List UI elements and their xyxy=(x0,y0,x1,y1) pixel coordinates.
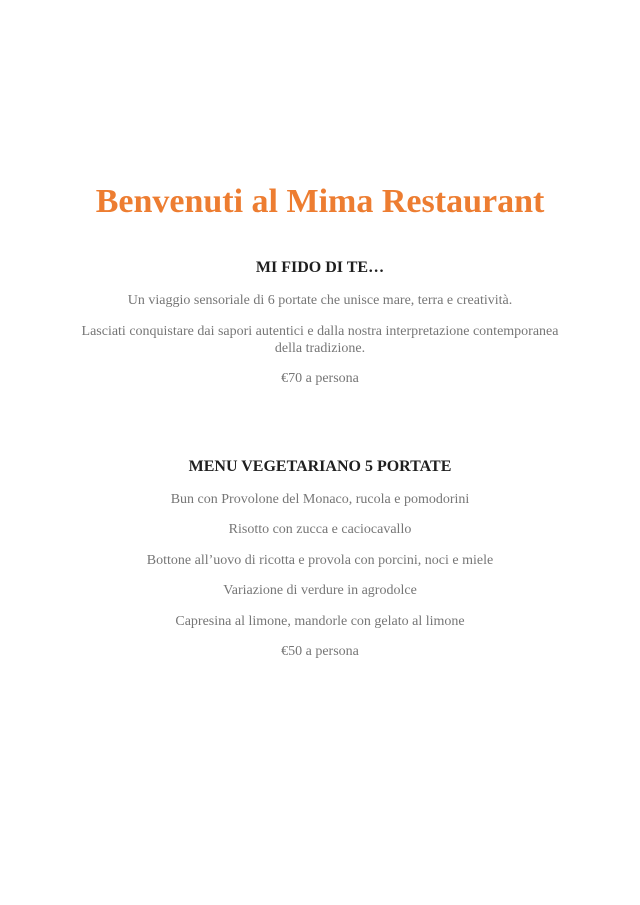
menu-section-mi-fido-di-te xyxy=(80,221,560,401)
menu-item-line: Bottone all’uovo di ricotta e provola con porcini, noci e miele xyxy=(146,552,494,568)
price-line: €70 a persona xyxy=(281,371,359,386)
menu-description-line: Un viaggio sensoriale di 6 portate che unisce mare, terra e creatività. xyxy=(127,293,513,308)
page-title: Benvenuti al Mima Restaurant xyxy=(95,183,545,220)
menu-item-line: Capresina al limone, mandorle con gelato al limone xyxy=(175,613,465,629)
menu-section-vegetariano xyxy=(80,401,560,674)
menu-content xyxy=(80,221,560,674)
menu-item-line: Risotto con zucca e caciocavallo xyxy=(228,522,412,537)
menu-item-line: Bun con Provolone del Monaco, rucola e pomodorini xyxy=(170,491,470,507)
menu-description-line: Lasciati conquistare dai sapori autentici e dalla nostra interpretazione contemporanea della tradizione. xyxy=(81,323,559,356)
section-heading: MI FIDO DI TE… xyxy=(255,259,385,276)
price-line: €50 a persona xyxy=(281,644,359,659)
section-heading: MENU VEGETARIANO 5 PORTATE xyxy=(188,457,452,475)
menu-item-line: Variazione di verdure in agrodolce xyxy=(223,583,417,598)
